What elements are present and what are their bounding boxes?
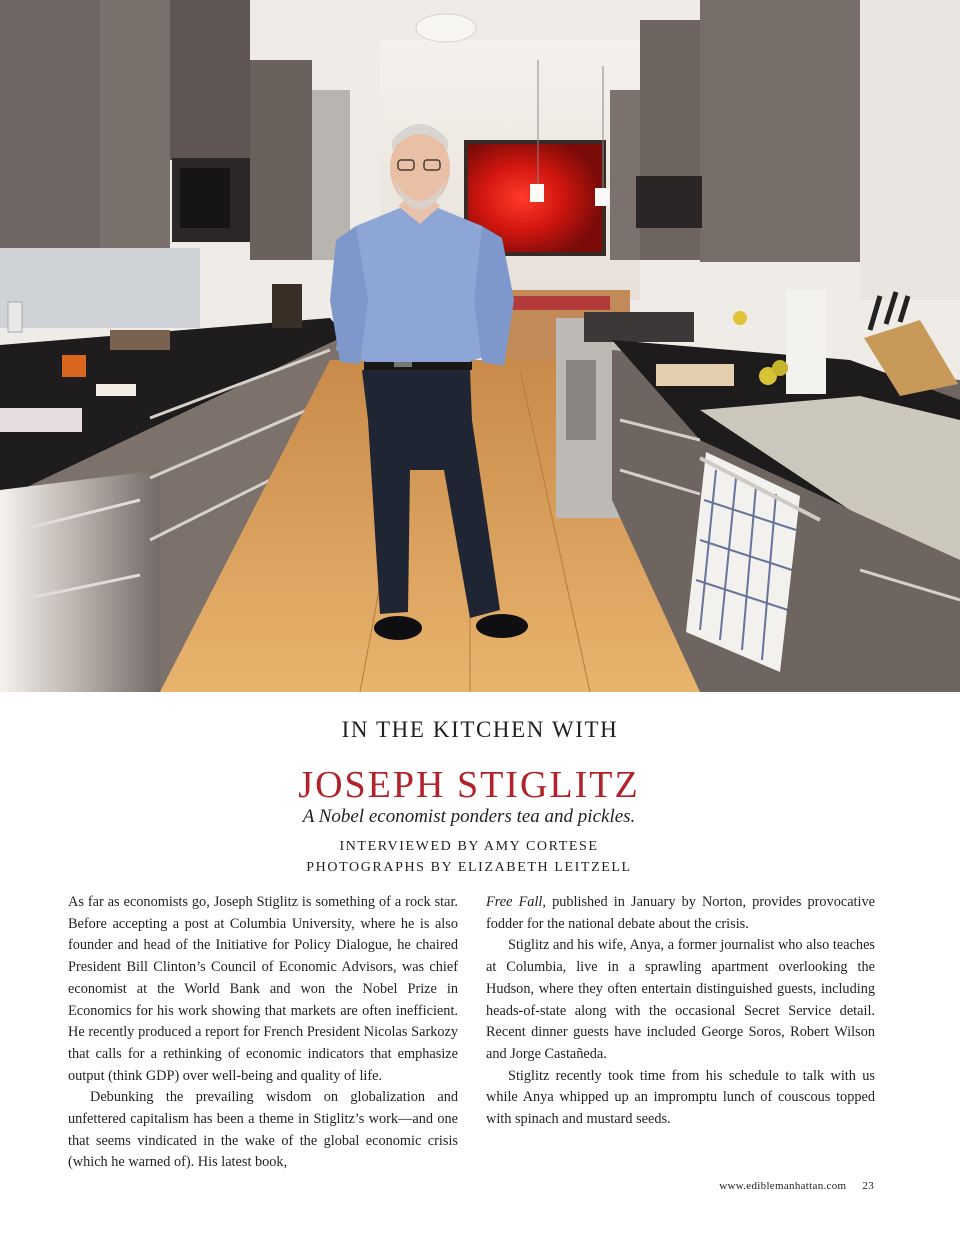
paragraph-3: Stiglitz and his wife, Anya, a former journalist who also teaches at Columbia, live in a sprawling apartment overlooking the Hudson, where they often entertain distinguished guests, including heads-of-state along with the occasional Secret Service detail. Recent dinner guests have included George Soros, Robert Wilson and Jorge Castañeda. [486,937,875,1062]
interviewer-credit: INTERVIEWED BY AMY CORTESE [339,839,599,854]
photographer-credit: PHOTOGRAPHS BY ELIZABETH LEITZELL [306,860,632,875]
article-column-left [68,892,458,1174]
book-title: Free Fall, [486,894,546,910]
article-column-right [486,892,875,1131]
footer-url: www.ediblemanhattan.com [719,1180,847,1192]
page-footer [719,1180,874,1192]
paragraph-4: Stiglitz recently took time from his schedule to talk with us while Anya whipped up an impromptu lunch of couscous topped with spinach and mustard seeds. [486,1067,875,1128]
paragraph-2-continued-text: published in January by Norton, provides provocative fodder for the national debate about the crisis. [486,894,875,932]
article-title: JOSEPH STIGLITZ [298,764,640,806]
paragraph-1: As far as economists go, Joseph Stiglitz is something of a rock star. Before accepting a post at Columbia University, where he is also founder and head of the Initiative for Policy Dialogue, he chaired President Bill Clinton’s Council of Economic Advisors, was chief economist at the World Bank and won the Nobel Prize in Economics for his work showing that markets are often inefficient. He recently produced a report for French President Nicolas Sarkozy that calls for a rethinking of economic indicators that emphasize output (think GDP) over well-being and quality of life. [68,894,458,1084]
paragraph-2: Debunking the prevailing wisdom on globalization and unfettered capitalism has been a theme in Stiglitz’s work—and one that seems vindicated in the wake of the global economic crisis (which he warned of). His latest book, [68,1089,458,1171]
section-kicker: IN THE KITCHEN WITH [341,717,619,742]
paragraph-2-continued [486,892,875,935]
page-number: 23 [862,1180,874,1192]
article-dek: A Nobel economist ponders tea and pickles. [302,806,636,827]
